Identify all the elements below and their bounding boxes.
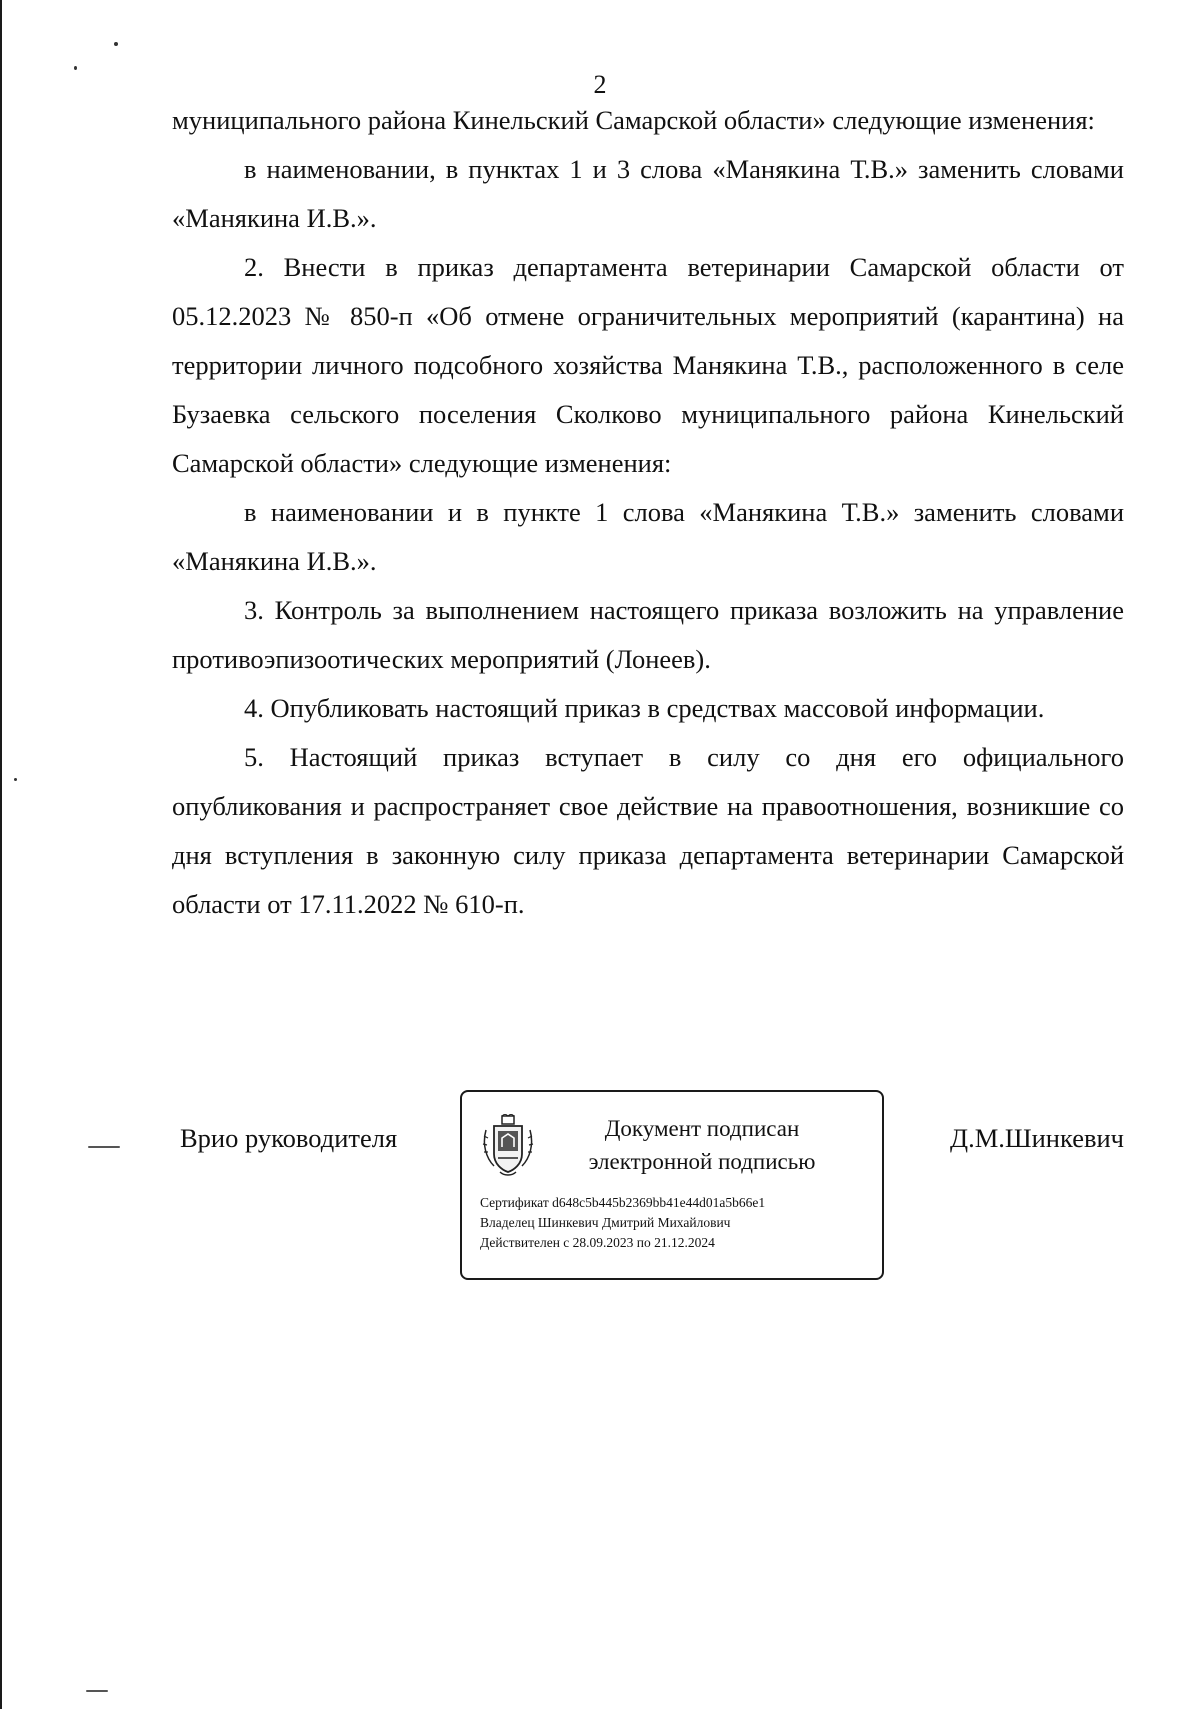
stamp-certificate: Сертификат d648c5b445b2369bb41e44d01a5b66e1 bbox=[480, 1195, 766, 1210]
scan-speck bbox=[86, 1690, 108, 1692]
stamp-heading-line2: электронной подписью bbox=[588, 1149, 816, 1174]
paragraph-continuation: муниципального района Кинельский Самарской области» следующие изменения: bbox=[172, 105, 1095, 135]
scan-speck bbox=[114, 42, 118, 46]
stamp-heading-line1: Документ подписан bbox=[604, 1116, 800, 1141]
page-number: 2 bbox=[593, 70, 607, 99]
paragraph-item-3: 3. Контроль за выполнением настоящего приказа возложить на управление противоэпизоотических мероприятий (Лонеев). bbox=[172, 595, 1124, 674]
paragraph-rename-2: в наименовании и в пункте 1 слова «Манякина Т.В.» заменить словами «Манякина И.В.». bbox=[172, 497, 1124, 576]
signer-name: Д.М.Шинкевич bbox=[950, 1123, 1124, 1153]
paragraph-item-5: 5. Настоящий приказ вступает в силу со дня его официального опубликования и распространяет свое действие на правоотношения, возникшие со дня вступления в законную силу приказа департамента ветеринарии Самарской области от 17.11.2022 № 610-п. bbox=[172, 742, 1124, 919]
signer-position: Врио руководителя bbox=[180, 1123, 398, 1153]
paragraph-rename-1: в наименовании, в пунктах 1 и 3 слова «Манякина Т.В.» заменить словами «Манякина И.В.». bbox=[172, 154, 1124, 233]
scan-speck bbox=[14, 778, 17, 781]
stamp-validity: Действителен с 28.09.2023 по 21.12.2024 bbox=[480, 1235, 715, 1250]
electronic-signature-stamp bbox=[460, 1090, 884, 1280]
stamp-details bbox=[480, 1193, 872, 1253]
paragraph-item-4: 4. Опубликовать настоящий приказ в средствах массовой информации. bbox=[244, 693, 1045, 723]
stamp-heading bbox=[552, 1112, 852, 1178]
page-left-edge bbox=[0, 0, 2, 1709]
signature-block bbox=[0, 1090, 1200, 1290]
paragraph-item-2: 2. Внести в приказ департамента ветеринарии Самарской области от 05.12.2023 № 850-п «Об отмене ограничительных мероприятий (карантина) на территории личного подсобного хозяйства Манякина Т.В., расположенного в селе Бузаевка сельского поселения Сколково муниципального района Кинельский Самарской области» следующие изменения: bbox=[172, 252, 1124, 478]
stamp-owner: Владелец Шинкевич Дмитрий Михайлович bbox=[480, 1215, 731, 1230]
document-body bbox=[172, 96, 1124, 929]
samara-coat-of-arms-icon bbox=[480, 1114, 536, 1178]
